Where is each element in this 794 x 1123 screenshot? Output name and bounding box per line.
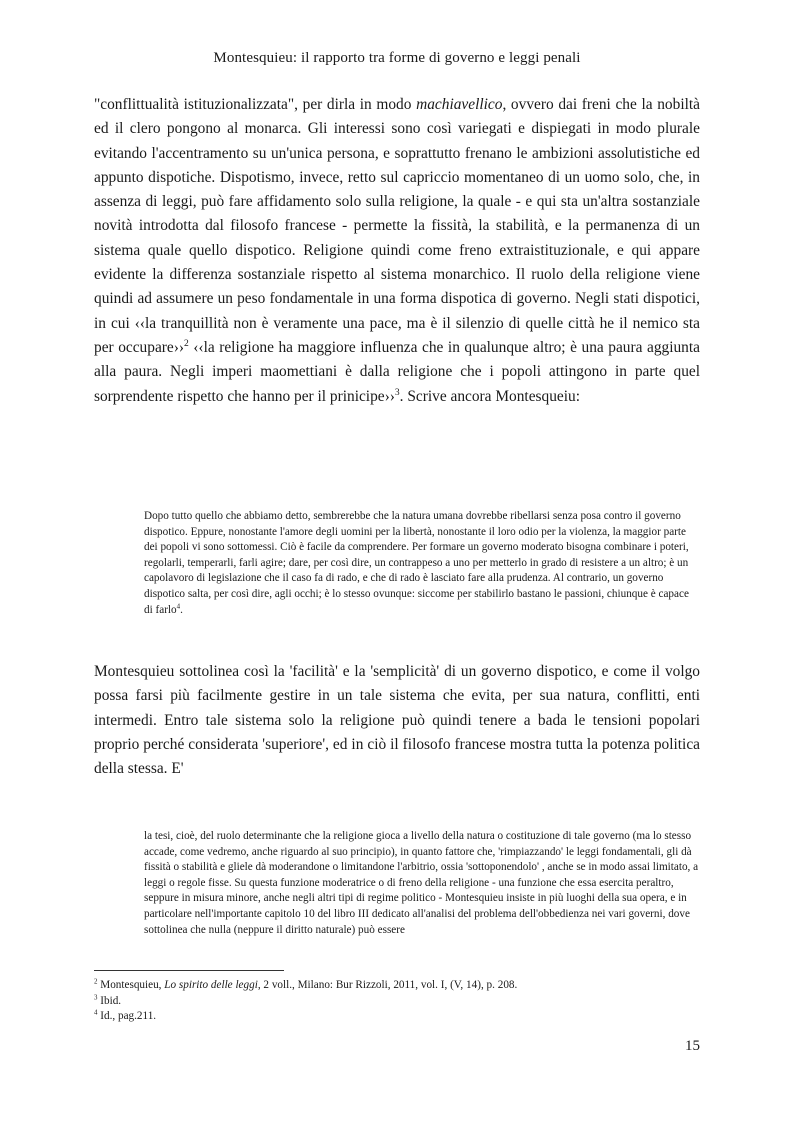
- footnote-4: [94, 1009, 700, 1025]
- footnote-separator: [94, 970, 284, 971]
- body-paragraph-2: Montesquieu sottolinea così la 'facilità' e la 'semplicità' di un governo dispotico, e come il volgo possa farsi più facilmente gestire in un tale sistema che evita, per sua natura, conflitti, enti intermedi. Entro tale sistema solo la religione può quindi tenere a bada le tensioni popolari proprio perché considerata 'superiore', ed in ciò il filosofo francese mostra tutta la potenza politica della stessa. E': [94, 663, 700, 778]
- block-quote-2: la tesi, cioè, del ruolo determinante che la religione gioca a livello della natura o costituzione di tale governo (ma lo stesso accade, come vedremo, anche riguardo al suo principio), in quanto fattore che, 'rimpiazzando' le leggi fondamentali, gli dà fissità o stabilità e gliele dà moderandone o limitandone l'arbitrio, ossia 'sottoponendolo' , anche se in modo assai limitato, a leggi o regole fisse. Su questa funzione moderatrice o di freno della religione - una funzione che essa esercita peraltro, seppure in misura minore, anche negli altri tipi di regime politico - Montesquieu insiste in più luoghi della sua opera, e in particolare nell'importante capitolo 10 del libro III dedicato all'analisi del problema dell'obbedienza nei vari governi, dove sottolinea che nulla (neppure il diritto naturale) può essere: [144, 830, 699, 936]
- footnote-ref-3[interactable]: 3: [394, 386, 400, 398]
- paragraph-1-text-a: "conflittualità istituzionalizzata", per dirla in modo: [94, 96, 417, 113]
- footnote-2-text-b: , 2 voll., Milano: Bur Rizzoli, 2011, vol. I, (V, 14), p. 208.: [257, 979, 518, 991]
- running-header: Montesquieu: il rapporto tra forme di governo e leggi penali: [213, 50, 581, 66]
- paragraph-1-text-c: ‹‹la religione ha maggiore influenza che in qualunque altro; è una paura aggiunta alla paura. Negli imperi maomettiani è dalla religione che i popoli attingono in parte quel sorprendente rispetto che hanno per il prinicipe››: [94, 338, 700, 405]
- footnote-3: [94, 994, 700, 1010]
- italic-term: machiavellico: [416, 96, 503, 113]
- footnote-3-mark: 3: [94, 992, 98, 1001]
- footnote-ref-4[interactable]: 4: [176, 601, 181, 610]
- paragraph-1-text-d: . Scrive ancora Montesqueiu:: [399, 387, 580, 405]
- paragraph-1-text-b: , ovvero dai freni che la nobiltà ed il clero pongono al monarca. Gli interessi sono così variegati e dispiegati in modo plurale evitando l'accentramento su un'unica persona, e soprattutto frenano le ambizioni assolutistiche ed appunto dispotiche. Dispotismo, invece, retto sul capriccio momentaneo di un uomo solo, che, in assenza di leggi, può fare affidamento solo sulla religione, la quale - e qui sta un'altra sostanziale novità introdotta dal filosofo francese - permette la fissità, la stabilità, e la permanenza di un sistema quale quello dispotico. Religione quindi come freno extraistituzionale, e qui appare evidente la differenza sostanziale rispetto al sistema monarchico. Il ruolo della religione viene quindi ad assumere un peso fondamentale in una forma dispotica di governo. Negli stati dispotici, in cui ‹‹la tranquillità non è veramente una pace, ma è il silenzio di quelle città he il nemico sta per occupare››: [94, 96, 700, 356]
- body-paragraph-1: [94, 93, 700, 409]
- footnote-2-mark: 2: [94, 977, 98, 986]
- footnotes: [94, 978, 700, 1025]
- footnote-4-mark: 4: [94, 1008, 98, 1017]
- footnote-2-text-a: Montesquieu,: [97, 979, 165, 991]
- footnote-2: [94, 978, 700, 994]
- page-number: 15: [685, 1038, 700, 1054]
- footnote-3-text: Ibid.: [97, 994, 122, 1007]
- block-quote-1-text: Dopo tutto quello che abbiamo detto, sembrerebbe che la natura umana dovrebbe ribellarsi senza posa contro il governo dispotico. Eppure, nonostante l'amore degli uomini per la libertà, nonostante il loro odio per la violenza, la maggior parte dei popoli vi sono sottomessi. Ciò è facile da comprendere. Per formare un governo moderato bisogna combinare i poteri, regolarli, temperarli, farli agire; dare, per così dire, un contrappeso a uno per metterlo in grado di resistere a un altro; è un capolavoro di legislazione che il caso fa di rado, e che di rado è lasciato fare alla prudenza. Al contrario, un governo dispotico salta, per così dire, agli occhi; è lo stesso ovunque: siccome per stabilirlo bastano le passioni, chiunque è capace di farlo: [144, 510, 689, 616]
- footnote-2-book-title: Lo spirito delle leggi: [164, 979, 258, 991]
- footnote-ref-2[interactable]: 2: [184, 337, 189, 349]
- block-quote-1-end: .: [180, 603, 183, 616]
- footnote-4-text: Id., pag.211.: [97, 1010, 157, 1023]
- block-quote-1: [144, 509, 700, 618]
